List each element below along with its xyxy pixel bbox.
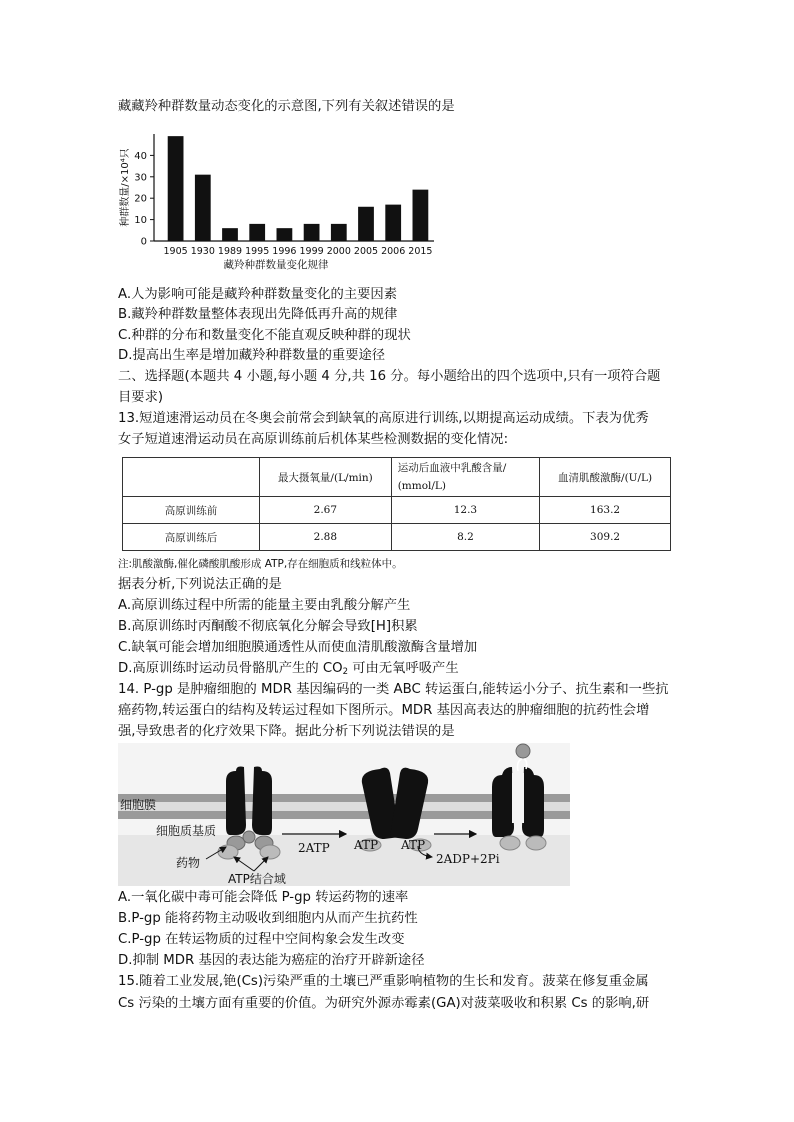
col-header-kinase: 血清肌酸激酶/(U/L) [540,458,671,497]
x-tick-label: 1930 [190,246,215,257]
x-tick-label: 1995 [245,246,270,257]
bar [358,207,374,241]
table-row [123,524,671,551]
label-drug: 药物 [176,856,201,870]
q13-stem-1: 13.短道速滑运动员在冬奥会前常会到缺氧的高原进行训练,以期提高运动成绩。下表为优秀 [118,411,649,426]
q14-stem-3: 强,导致患者的化疗效果下降。据此分析下列说法错误的是 [118,724,455,739]
table-row [123,497,671,524]
subscript-2: 2 [342,667,349,677]
q13-option-a: A.高原训练过程中所需的能量主要由乳酸分解产生 [118,598,411,613]
table-header-row [123,458,671,497]
option-b: B.藏羚种群数量整体表现出先降低再升高的规律 [118,307,398,322]
q14-option-a: A.一氧化碳中毒可能会降低 P-gp 转运药物的速率 [118,890,409,905]
label-2atp: 2ATP [298,841,330,855]
x-tick-label: 1905 [163,246,188,257]
q13-option-c: C.缺氧可能会增加细胞膜通透性从而使血清肌酸激酶含量增加 [118,640,478,655]
q13-option-b: B.高原训练时丙酮酸不彻底氧化分解会导致[H]积累 [118,619,418,634]
option-d: D.提高出生率是增加藏羚种群数量的重要途径 [118,348,386,363]
option-a: A.人为影响可能是藏羚种群数量变化的主要因素 [118,287,398,302]
training-data-table [122,457,671,551]
cell-lactate: 8.2 [391,524,539,551]
cell-oxygen: 2.88 [260,524,392,551]
q13-option-d-text: D.高原训练时运动员骨骼肌产生的 CO [118,661,343,676]
label-atp-binding: ATP结合域 [228,872,286,886]
x-tick-label: 2000 [326,246,351,257]
q14-option-b: B.P-gp 能将药物主动吸收到细胞内从而产生抗药性 [118,911,418,926]
bar [413,190,429,241]
q13-option-d-tail: 可由无氧呼吸产生 [348,661,459,676]
cell-kinase: 309.2 [540,524,671,551]
section-heading: 二、选择题(本题共 4 小题,每小题 4 分,共 16 分。每小题给出的四个选项中,只有一项符合题 [118,369,661,384]
bar [168,136,184,241]
q15-stem-2: Cs 污染的土壤方面有重要的价值。为研究外源赤霉素(GA)对菠菜吸收和积累 Cs 的影响,研 [118,996,650,1011]
bar [249,224,265,241]
label-cytoplasm: 细胞质基质 [156,824,217,838]
y-axis-title: 种群数量/×10⁴只 [120,148,131,227]
section-heading-cont: 目要求) [118,390,164,405]
row-label: 高原训练前 [123,497,260,524]
q13-option-d [118,659,459,682]
col-header-oxygen: 最大摄氧量/(L/min) [260,458,392,497]
y-tick-label: 10 [134,215,147,227]
table-corner-cell [123,458,260,497]
y-tick-label: 40 [134,150,147,162]
label-atp-right: ATP [401,838,426,852]
x-tick-label: 2005 [353,246,379,257]
col-header-lactate [391,458,539,497]
bar [195,175,211,241]
option-c: C.种群的分布和数量变化不能直观反映种群的现状 [118,328,411,343]
bar [304,224,320,241]
q13-prompt: 据表分析,下列说法正确的是 [118,577,282,592]
question-intro: 藏藏羚种群数量动态变化的示意图,下列有关叙述错误的是 [118,99,455,114]
bar [222,228,238,241]
col-header-lactate-2: (mmol/L) [397,480,446,492]
q14-option-c: C.P-gp 在转运物质的过程中空间构象会发生改变 [118,932,405,947]
cell-kinase: 163.2 [540,497,671,524]
bar [385,205,401,241]
q14-stem-2: 癌药物,转运蛋白的结构及转运过程如下图所示。MDR 基因高表达的肿瘤细胞的抗药性会增 [118,703,650,718]
x-tick-label: 1996 [272,246,297,257]
bar [277,228,293,241]
label-atp-left: ATP [354,838,379,852]
q14-stem-1: 14. P-gp 是肿瘤细胞的 MDR 基因编码的一类 ABC 转运蛋白,能转运小分子、抗生素和一些抗 [118,682,669,697]
y-tick-label: 20 [134,193,147,205]
pgp-transport-diagram [118,743,570,886]
q15-stem-1: 15.随着工业发展,铯(Cs)污染严重的土壤已严重影响植物的生长和发育。菠菜在修复重金属 [118,974,649,989]
cell-lactate: 12.3 [391,497,539,524]
table-note: 注:肌酸激酶,催化磷酸肌酸形成 ATP,存在细胞质和线粒体中。 [118,558,403,570]
x-tick-label: 2006 [381,246,406,257]
cell-oxygen: 2.67 [260,497,392,524]
y-tick-label: 0 [140,236,147,248]
x-tick-label: 1989 [217,246,243,257]
x-axis-title: 藏羚种群数量变化规律 [223,259,329,271]
x-tick-label: 2015 [408,246,433,257]
population-bar-chart [118,132,438,272]
x-tick-label: 1999 [299,246,324,257]
bar [331,224,347,241]
q14-option-d: D.抑制 MDR 基因的表达能为癌症的治疗开辟新途径 [118,953,425,968]
row-label: 高原训练后 [123,524,260,551]
y-tick-label: 30 [134,172,147,184]
label-membrane: 细胞膜 [120,798,157,812]
q13-stem-2: 女子短道速滑运动员在高原训练前后机体某些检测数据的变化情况: [118,432,509,447]
col-header-lactate-1: 运动后血液中乳酸含量/ [397,462,507,474]
label-adp-pi: 2ADP+2Pi [436,852,500,866]
